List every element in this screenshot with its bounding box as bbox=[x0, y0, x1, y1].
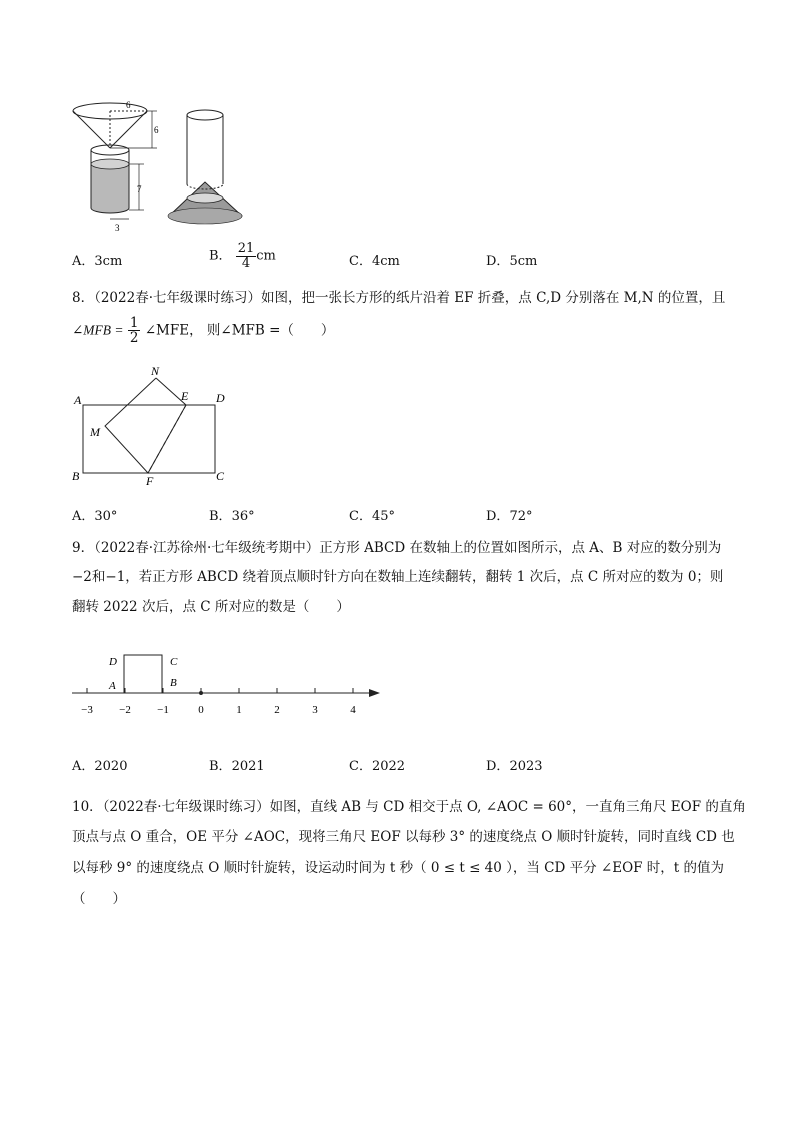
figure-q7 bbox=[62, 98, 292, 238]
q9-tick-label: 4 bbox=[350, 704, 356, 716]
q8-option-a[interactable]: A．30° bbox=[72, 509, 118, 524]
q8-source: （2022春·七年级课时练习） bbox=[94, 290, 261, 306]
q9-source: （2022春·江苏徐州·七年级统考期中） bbox=[94, 540, 320, 556]
q7-option-b-fraction: $\frac{21}{4}$ bbox=[237, 241, 255, 271]
figure-q9-number-line bbox=[68, 646, 388, 721]
q8-label-m: M bbox=[90, 425, 100, 439]
q10-source: （2022春·七年级课时练习） bbox=[102, 799, 270, 815]
q7-option-b[interactable]: B． $\frac{21}{4}$ cm bbox=[209, 241, 276, 271]
q9-label-a: A bbox=[109, 680, 116, 692]
q7-option-a[interactable]: A．3cm bbox=[72, 254, 123, 269]
q10-line4: （ ） bbox=[72, 891, 126, 907]
fig7-cyl-height: 7 bbox=[137, 184, 142, 194]
q9-option-c[interactable]: C．2022 bbox=[349, 759, 406, 774]
q8-number: 8． bbox=[72, 290, 95, 306]
q9-label-b: B bbox=[170, 677, 177, 689]
q9-tick-label: −2 bbox=[119, 704, 131, 716]
q9-tick-label: 3 bbox=[312, 704, 318, 716]
q10-line1: 10．（2022春·七年级课时练习）如图，直线 AB 与 CD 相交于点 O, ∠AOC = 60°，一直角三角尺 EOF 的直角 bbox=[72, 799, 746, 815]
q7-option-c[interactable]: C．4cm bbox=[349, 254, 400, 269]
q9-line2: −2和−1，若正方形 ABCD 绕着顶点顺时针方向在数轴上连续翻转，翻转 1 次后，点 C 所对应的数为 0；则 bbox=[72, 569, 724, 585]
q9-tick-label: 1 bbox=[236, 704, 242, 716]
q8-line2: ∠MFB = $\frac{1}{2}$ ∠MFE， 则∠MFB =（ ） bbox=[72, 315, 335, 346]
q9-label-d: D bbox=[109, 656, 117, 668]
q9-number: 9． bbox=[72, 540, 95, 556]
q10-line3: 以每秒 9° 的速度绕点 O 顺时针旋转，设运动时间为 t 秒（ 0 ≤ t ≤ 40 ），当 CD 平分 ∠EOF 时，t 的值为 bbox=[72, 860, 725, 876]
fig7-top-height: 6 bbox=[154, 125, 159, 135]
q9-tick-label: −3 bbox=[81, 704, 93, 716]
q8-stem-line1: 如图，把一张长方形的纸片沿着 EF 折叠，点 C,D 分别落在 M,N 的位置，且 bbox=[261, 290, 726, 306]
q9-option-a[interactable]: A．2020 bbox=[72, 759, 128, 774]
q8-option-d[interactable]: D．72° bbox=[486, 509, 533, 524]
q8-label-a: A bbox=[74, 393, 82, 407]
q8-option-c[interactable]: C．45° bbox=[349, 509, 395, 524]
fig7-cyl-radius: 3 bbox=[115, 223, 120, 233]
q9-option-d[interactable]: D．2023 bbox=[486, 759, 543, 774]
q9-label-c: C bbox=[170, 656, 178, 668]
q8-label-b: B bbox=[72, 469, 80, 483]
q9-tick-label: −1 bbox=[157, 704, 169, 716]
q8-option-b[interactable]: B．36° bbox=[209, 509, 255, 524]
q9-tick-label: 2 bbox=[274, 704, 280, 716]
q8-label-d: D bbox=[216, 391, 225, 405]
fig7-top-width: 6 bbox=[126, 100, 131, 110]
q8-label-n: N bbox=[151, 364, 160, 378]
q9-tick-label: 0 bbox=[198, 704, 204, 716]
q9-ticks bbox=[81, 688, 356, 716]
q8-label-f: F bbox=[146, 474, 154, 488]
q10-line2: 顶点与点 O 重合，OE 平分 ∠AOC，现将三角尺 EOF 以每秒 3° 的速度绕点 O 顺时针旋转，同时直线 CD 也 bbox=[72, 829, 735, 845]
q9-line1: 9．（2022春·江苏徐州·七年级统考期中）正方形 ABCD 在数轴上的位置如图所示，点 A、B 对应的数分别为 bbox=[72, 540, 722, 556]
q8-line1 bbox=[72, 288, 725, 308]
q8-label-c: C bbox=[216, 469, 225, 483]
q8-fraction: $\frac{1}{2}$ bbox=[129, 315, 139, 346]
figure-q8 bbox=[68, 360, 238, 490]
q10-number: 10． bbox=[72, 799, 103, 815]
q8-label-e: E bbox=[181, 389, 189, 403]
q9-option-b[interactable]: B．2021 bbox=[209, 759, 265, 774]
q9-line3: 翻转 2022 次后，点 C 所对应的数是（ ） bbox=[72, 599, 350, 615]
q7-option-d[interactable]: D．5cm bbox=[486, 254, 538, 269]
